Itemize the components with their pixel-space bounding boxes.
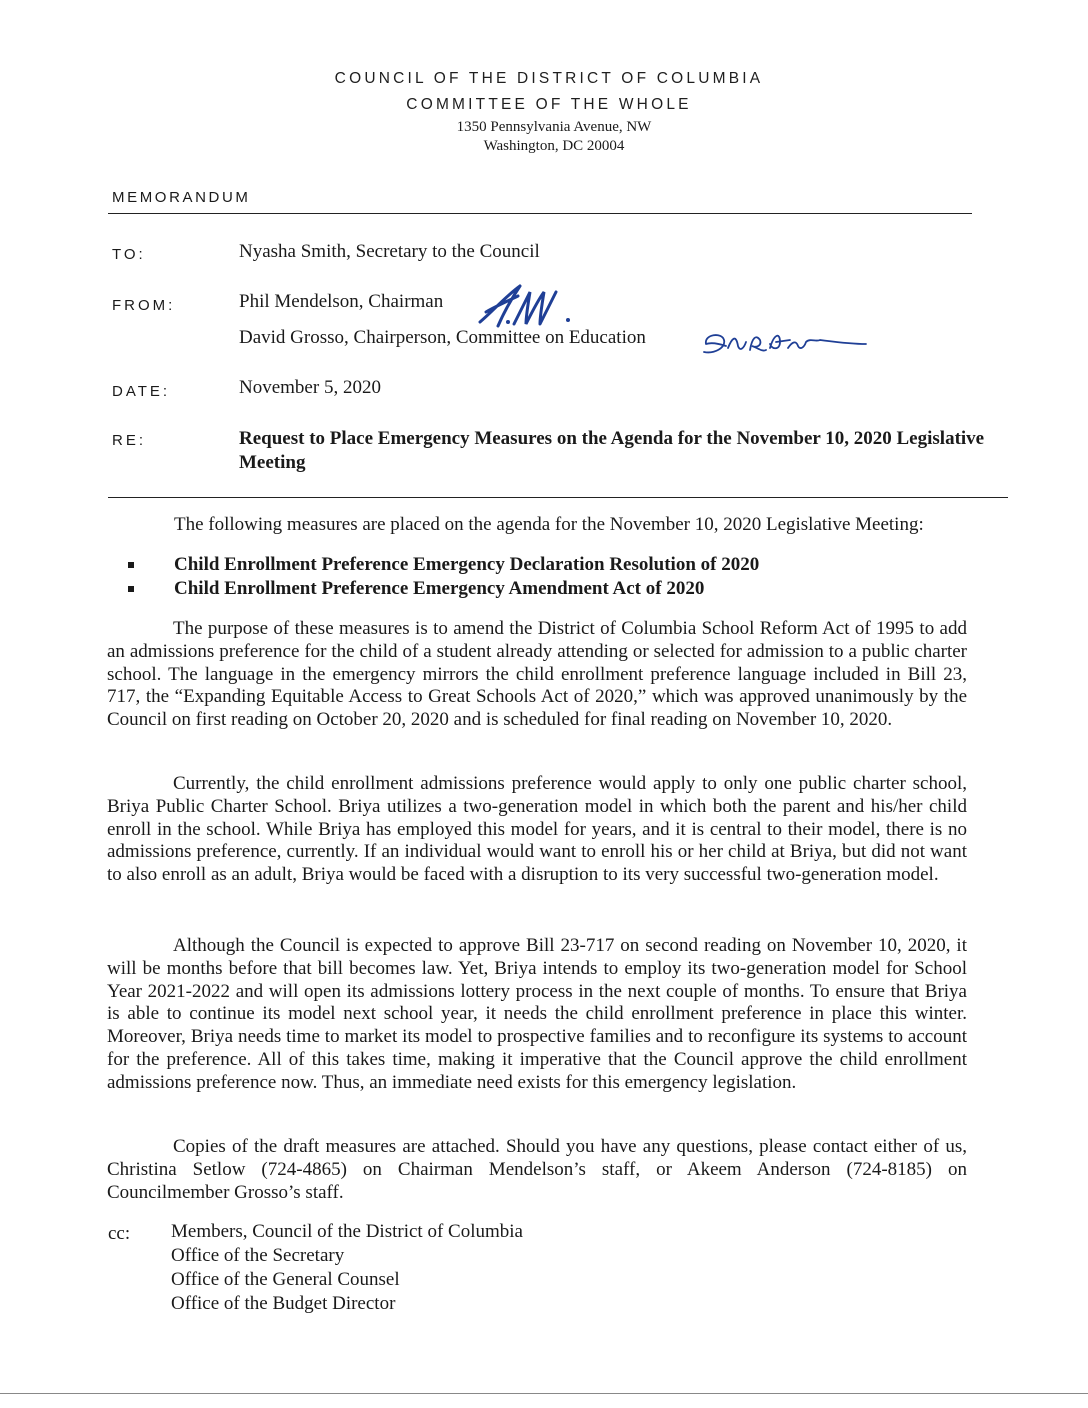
letterhead [0,66,1088,156]
re-label: RE: [112,432,147,449]
measure-item: Child Enrollment Preference Emergency Amendment Act of 2020 [128,577,759,601]
address-street: 1350 Pennsylvania Avenue, NW [456,119,652,135]
bullet-square-icon [128,562,134,568]
to-label: TO: [112,246,146,263]
mendelson-signature [476,282,576,332]
memorandum-label: MEMORANDUM [112,189,251,206]
purpose-paragraph: The purpose of these measures is to amend the District of Columbia School Reform Act of 1995 to add an admissions preference for the child of a student already attending or selected for admission to a public charter school. The language in the emergency mirrors the child enrollment preference language included in Bill 23, 717, the “Expanding Equitable Access to Great Schools Act of 2020,” which was approved unanimously by the Council on first reading on October 20, 2020 and is scheduled for final reading on November 10, 2020. [107,618,967,731]
header-divider-top [108,213,972,214]
cc-recipients [171,1220,523,1316]
urgency-paragraph: Although the Council is expected to approve Bill 23-717 on second reading on November 10, 2020, it will be months before that bill becomes law. Yet, Briya intends to employ its two-generation model for School Year 2021-2022 and will open its admissions lottery process in the next couple of months. To ensure that Briya is able to continue its model next school year, it needs the child enrollment preference in place this winter. Moreover, Briya needs time to market its model to prospective families and to reconfigure its systems to account for the preference. All of this takes time, making it imperative that the Council approve the child enrollment admissions preference now. Thus, an immediate need exists for this emergency legislation. [107,935,967,1093]
address-city: Washington, DC 20004 [483,138,625,154]
cc-recipient: Office of the Budget Director [171,1293,396,1314]
grosso-signature [700,328,870,360]
cc-label: cc: [108,1223,131,1244]
briya-paragraph: Currently, the child enrollment admissions preference would apply to only one public charter school, Briya Public Charter School. Briya utilizes a two-generation model in which both the parent and his/her child enroll in the school. While Briya has employed this model for years, and it is central to their model, there is no admissions preference, currently. If an individual would want to enroll his or her child at Briya, but did not want to also enroll as an adult, Briya would be faced with a disruption to its very successful two-generation model. [107,773,967,886]
header-divider-bottom [108,497,1008,498]
cc-recipient: Office of the Secretary [171,1245,345,1266]
date-value: November 5, 2020 [239,377,381,398]
intro-paragraph: The following measures are placed on the agenda for the November 10, 2020 Legislative Meeting: [174,514,924,535]
from-value-mendelson: Phil Mendelson, Chairman [239,291,444,312]
to-value: Nyasha Smith, Secretary to the Council [239,241,540,262]
date-label: DATE: [112,383,171,400]
measures-list [128,553,759,601]
committee-name: COMMITTEE OF THE WHOLE [406,96,692,113]
bullet-square-icon [128,586,134,592]
contact-paragraph: Copies of the draft measures are attached. Should you have any questions, please contact either of us, Christina Setlow (724-4865) on Chairman Mendelson’s staff, or Akeem Anderson (724-8185) on Councilmember Grosso’s staff. [107,1136,967,1203]
council-name: COUNCIL OF THE DISTRICT OF COLUMBIA [334,70,764,87]
from-label: FROM: [112,297,176,314]
cc-recipient: Members, Council of the District of Columbia [171,1221,523,1242]
measure-item: Child Enrollment Preference Emergency Declaration Resolution of 2020 [128,553,759,577]
page-bottom-edge [0,1393,1088,1394]
from-value-grosso: David Grosso, Chairperson, Committee on Education [239,327,646,348]
cc-recipient: Office of the General Counsel [171,1269,400,1290]
re-subject: Request to Place Emergency Measures on the Agenda for the November 10, 2020 Legislative Meeting [239,428,985,473]
